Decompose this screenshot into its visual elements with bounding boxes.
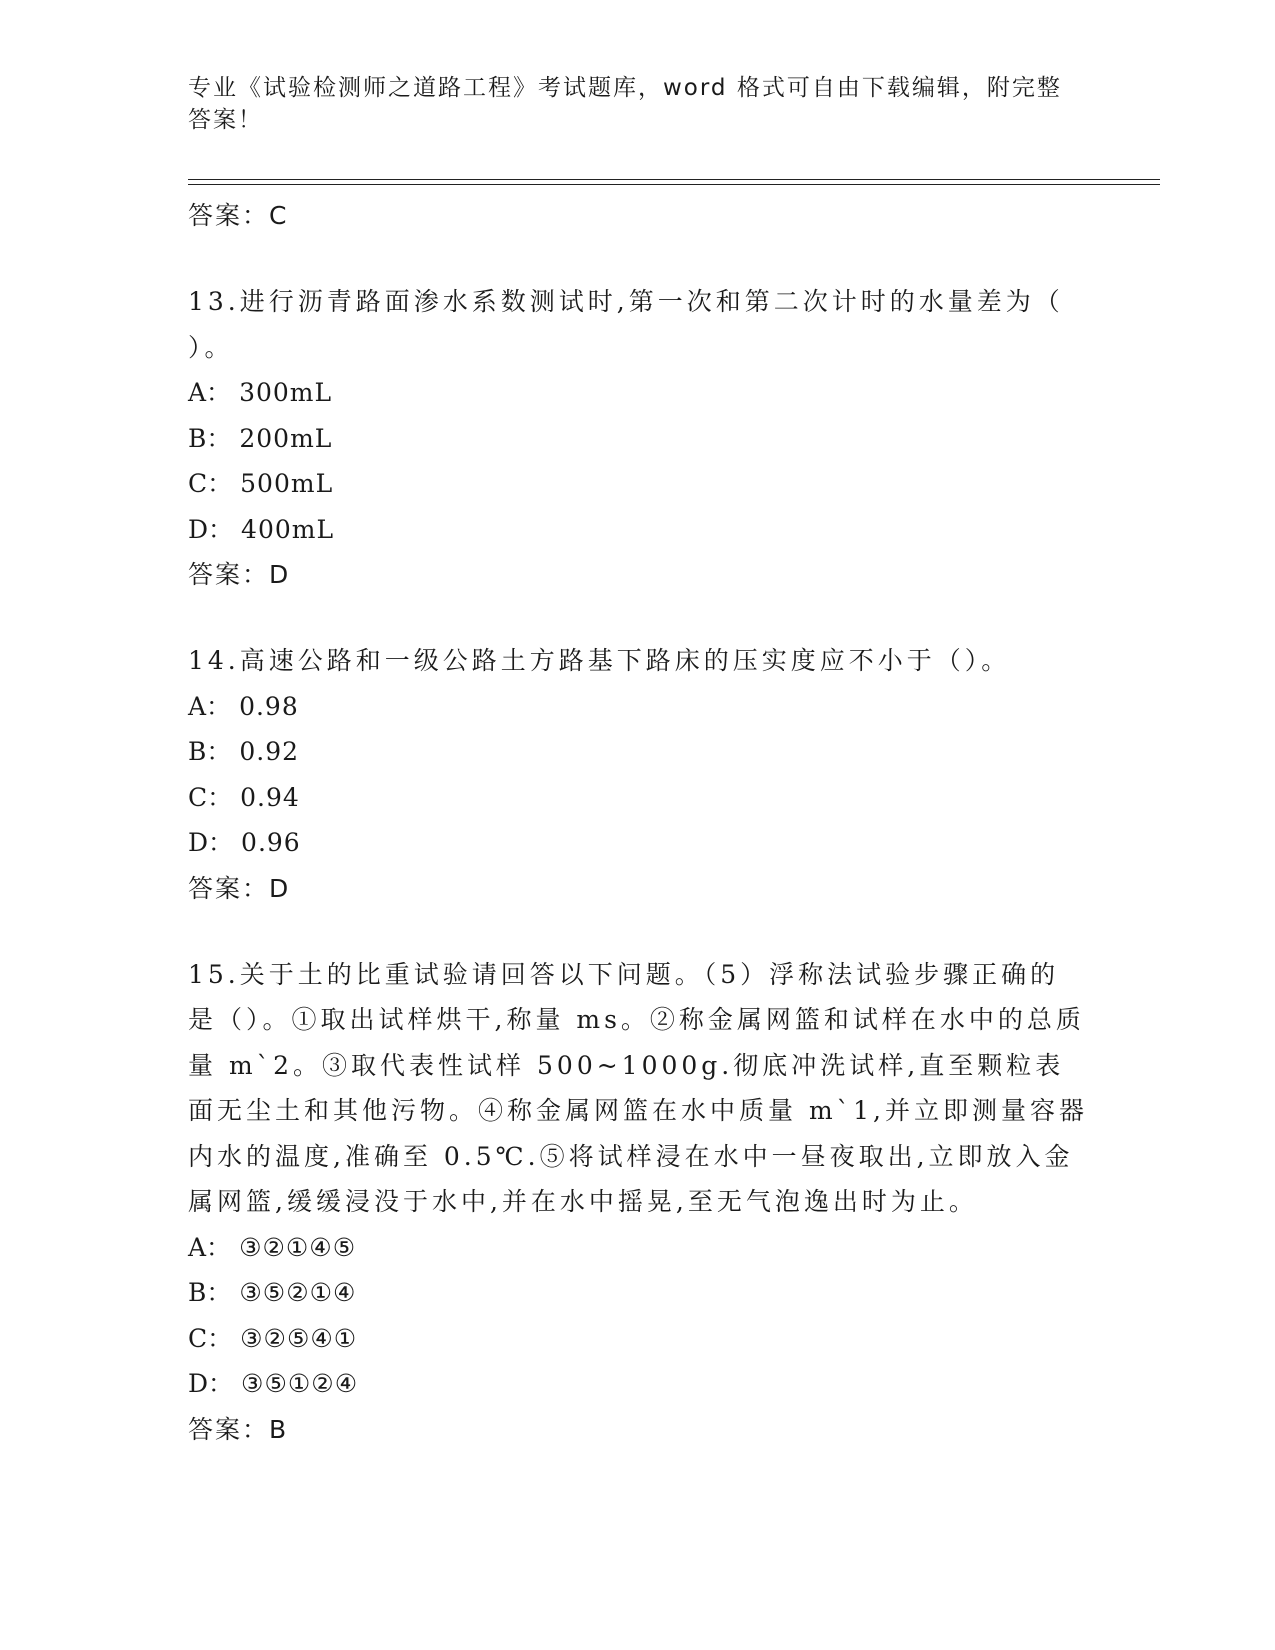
option — [188, 820, 1088, 866]
answer-line: 答案：C — [188, 201, 289, 230]
option-value: ③⑤②①④ — [239, 1278, 357, 1307]
option-letter: A： — [188, 1232, 232, 1262]
question-stem: 14.高速公路和一级公路土方路基下路床的压实度应不小于（）。 — [188, 646, 1011, 675]
option-letter: C： — [188, 1323, 233, 1353]
option — [188, 461, 1088, 507]
document-header: 专业《试验检测师之道路工程》考试题库，word 格式可自由下载编辑，附完整答案！ — [188, 75, 1062, 133]
option — [188, 416, 1088, 462]
option-value: ③⑤①②④ — [241, 1369, 359, 1398]
question-stem: 13.进行沥青路面渗水系数测试时,第一次和第二次计时的水量差为（ ）。 — [188, 287, 1064, 362]
answer-line: 答案：D — [188, 873, 291, 903]
answer-line: 答案：B — [188, 1414, 289, 1444]
option-value: 300mL — [239, 378, 333, 407]
option-value: 400mL — [241, 514, 335, 544]
question-block — [188, 638, 1088, 912]
option-value: 0.92 — [239, 737, 300, 766]
question-block — [188, 279, 1088, 598]
option-letter: D： — [188, 1369, 234, 1398]
option-value: 0.98 — [239, 691, 299, 721]
option-value: 0.96 — [241, 828, 301, 857]
option-letter: B： — [188, 423, 232, 453]
option-letter: D： — [188, 514, 234, 544]
option-value: ③②①④⑤ — [239, 1232, 357, 1262]
option — [188, 684, 1088, 730]
option-letter: D： — [188, 828, 234, 857]
option-letter: C： — [188, 782, 233, 812]
option-value: ③②⑤④① — [240, 1323, 358, 1353]
option-letter: A： — [188, 691, 232, 721]
question-block — [188, 952, 1088, 1453]
question-list — [188, 193, 1088, 1453]
question-stem: 15.关于土的比重试验请回答以下问题。（5）浮称法试验步骤正确的是（）。①取出试样烘干,称量 ms。②称金属网篮和试样在水中的总质量 m`2。③取代表性试样 500~1000g.彻底冲洗试样,直至颗粒表面无尘土和其他污物。④称金属网篮在水中质量 m`1,并立即测量容器内水的温度,准确至 0.5℃.⑤将试样浸在水中一昼夜取出,立即放入金属网篮,缓缓浸没于水中,并在水中摇晃,至无气泡逸出时为止。 — [188, 959, 1089, 1216]
option — [188, 1361, 1088, 1407]
header-divider-top — [188, 179, 1160, 180]
option — [188, 1225, 1088, 1271]
answer-line: 答案：D — [188, 560, 291, 589]
option-value: 0.94 — [240, 782, 300, 812]
option-letter: C： — [188, 469, 233, 498]
option-value: 200mL — [239, 423, 333, 453]
option — [188, 370, 1088, 416]
option-letter: A： — [188, 378, 232, 407]
option-letter: B： — [188, 737, 232, 766]
option — [188, 507, 1088, 553]
option — [188, 729, 1088, 775]
option — [188, 775, 1088, 821]
header-divider-bottom — [188, 184, 1160, 185]
option — [188, 1316, 1088, 1362]
option — [188, 1270, 1088, 1316]
option-letter: B： — [188, 1278, 232, 1307]
option-value: 500mL — [240, 469, 334, 498]
